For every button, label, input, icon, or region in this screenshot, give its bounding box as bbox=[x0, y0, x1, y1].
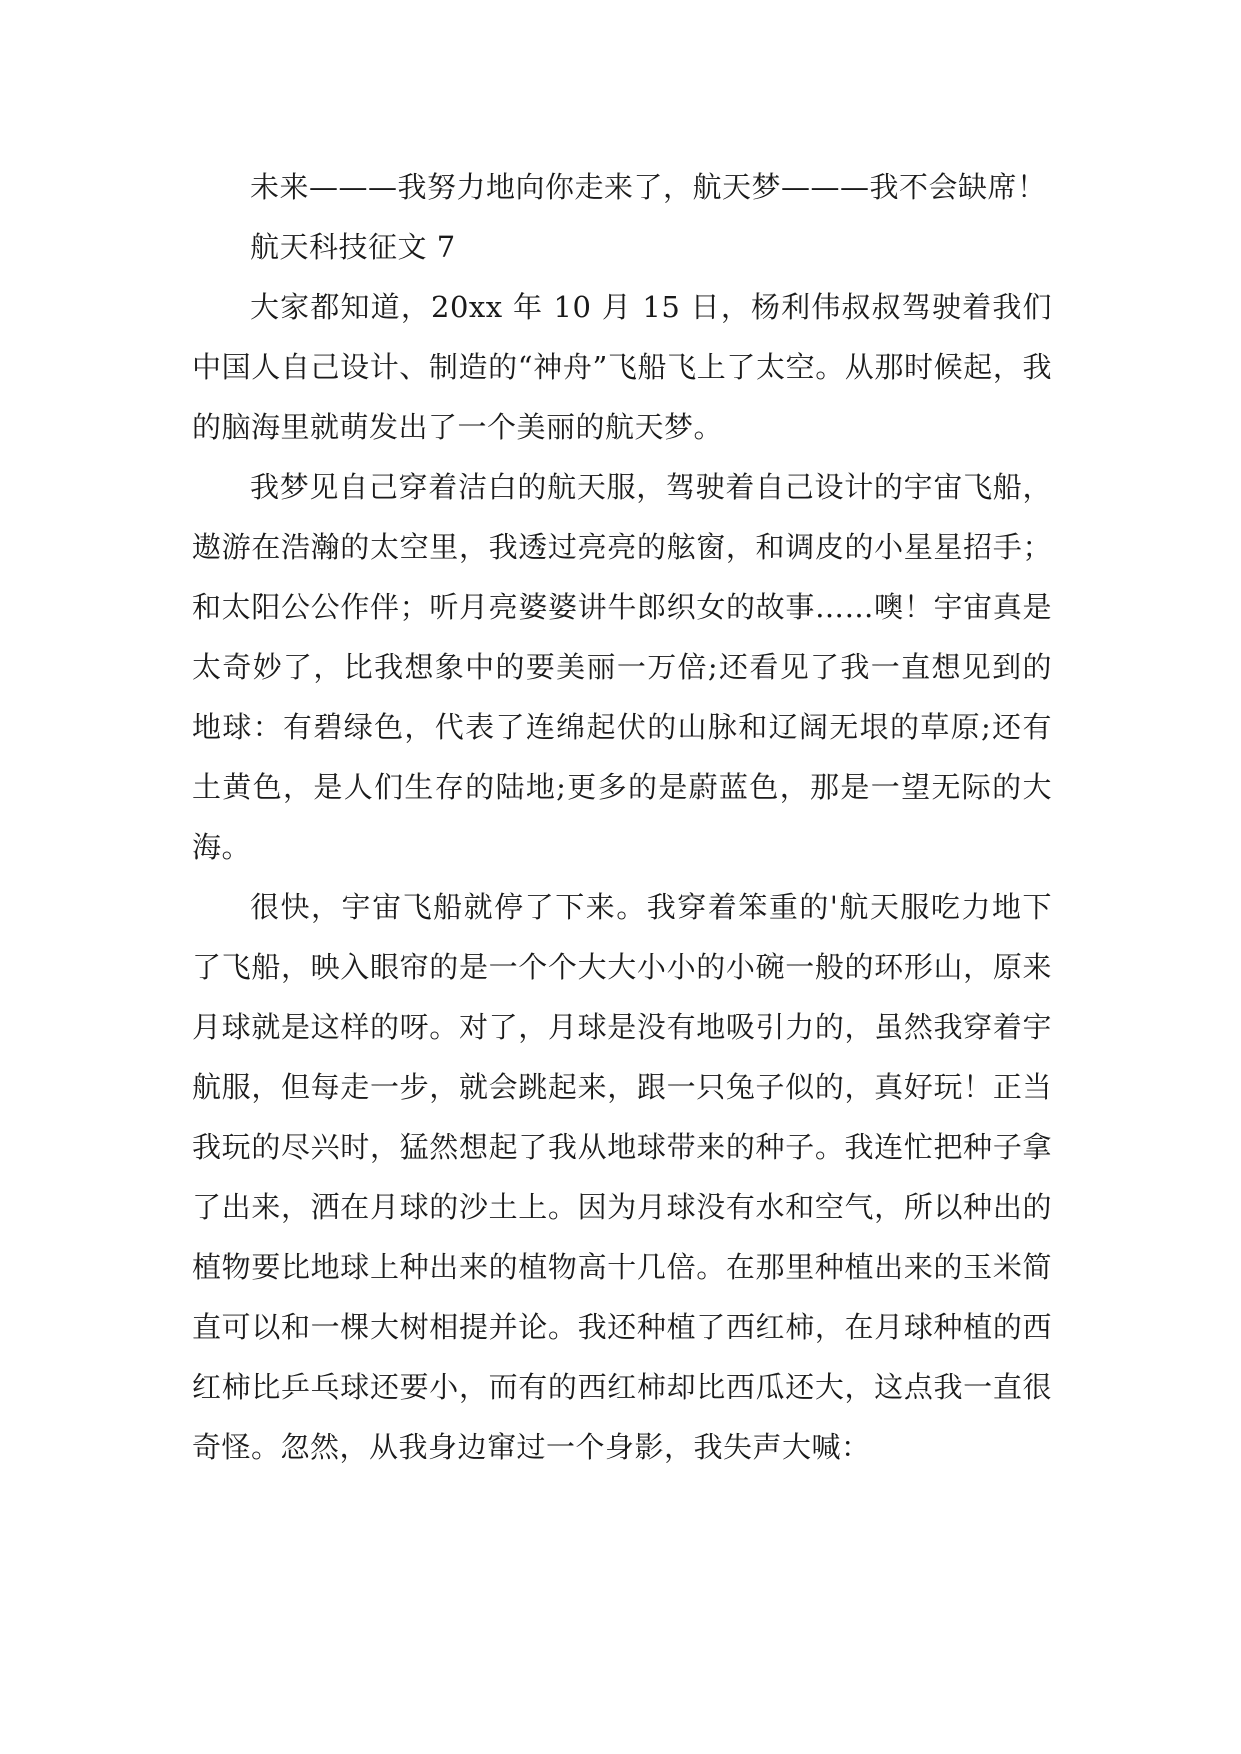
paragraph-moon: 很快，宇宙飞船就停了下来。我穿着笨重的'航天服吃力地下了飞船，映入眼帘的是一个个大大小小的小碗一般的环形山，原来月球就是这样的呀。对了，月球是没有地吸引力的，虽然我穿着宇航服，但每走一步，就会跳起来，跟一只兔子似的，真好玩！正当我玩的尽兴时，猛然想起了我从地球带来的种子。我连忙把种子拿了出来，洒在月球的沙土上。因为月球没有水和空气，所以种出的植物要比地球上种出来的植物高十几倍。在那里种植出来的玉米简直可以和一棵大树相提并论。我还种植了西红柿，在月球种植的西红柿比乒乓球还要小，而有的西红柿却比西瓜还大，这点我一直很奇怪。忽然，从我身边窜过一个身影，我失声大喊： bbox=[192, 890, 1052, 1464]
paragraph-intro: 大家都知道，20xx 年 10 月 15 日，杨利伟叔叔驾驶着我们中国人自己设计、制造的“神舟”飞船飞上了太空。从那时候起，我的脑海里就萌发出了一个美丽的航天梦。 bbox=[192, 290, 1052, 444]
paragraph-closing-line: 未来———我努力地向你走来了，航天梦———我不会缺席！ bbox=[250, 170, 1047, 204]
section-heading: 航天科技征文 7 bbox=[250, 230, 456, 264]
paragraph-dream: 我梦见自己穿着洁白的航天服，驾驶着自己设计的宇宙飞船，遨游在浩瀚的太空里，我透过亮亮的舷窗，和调皮的小星星招手；和太阳公公作伴；听月亮婆婆讲牛郎织女的故事……噢！宇宙真是太奇妙了，比我想象中的要美丽一万倍;还看见了我一直想见到的地球：有碧绿色，代表了连绵起伏的山脉和辽阔无垠的草原;还有土黄色，是人们生存的陆地;更多的是蔚蓝色，那是一望无际的大海。 bbox=[192, 470, 1052, 864]
document-body bbox=[192, 157, 1052, 1477]
